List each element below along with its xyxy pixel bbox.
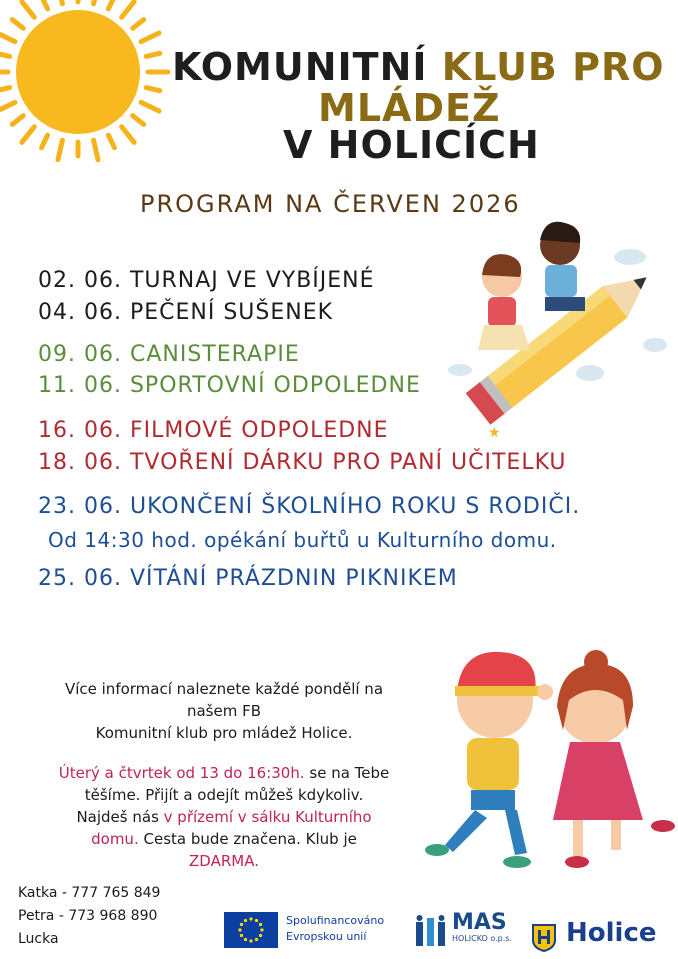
sun-ray <box>0 33 15 42</box>
eu-star <box>244 938 247 941</box>
event-name: VÍTÁNÍ PRÁZDNIN PIKNIKEM <box>129 566 458 591</box>
eu-star <box>244 919 247 922</box>
event-item-7-note: Od 14:30 hod. opékání buřtů u Kulturního domu. <box>48 528 557 552</box>
event-item-6 <box>38 450 567 476</box>
info-line: našem FB <box>186 702 262 720</box>
sun-ray <box>122 2 134 18</box>
mas-holicko-text <box>452 912 512 944</box>
eu-star <box>238 928 241 931</box>
title-line-1 <box>172 47 665 87</box>
contact-katka: Katka - 777 765 849 <box>18 885 161 901</box>
eu-flag-icon <box>224 912 278 948</box>
kids-on-pencil-illustration <box>440 205 678 445</box>
contact-petra: Petra - 773 968 890 <box>18 908 158 924</box>
sun-ray <box>0 53 10 56</box>
info-text: těšíme. Přijít a odejít můžeš kdykoliv. <box>84 786 364 804</box>
mas-logo-icon <box>414 914 448 948</box>
info-text: se na Tebe <box>304 764 390 782</box>
title-word-komunitni: KOMUNITNÍ <box>172 45 428 89</box>
sun-ray <box>108 135 114 148</box>
event-name: TVOŘENÍ DÁRKU PRO PANÍ UČITELKU <box>129 450 567 475</box>
sun-ray <box>141 102 159 111</box>
eu-star <box>255 919 258 922</box>
title-line-2: MLÁDEŽ <box>318 86 501 130</box>
event-name: UKONČENÍ ŠKOLNÍHO ROKU S RODIČI. <box>129 494 581 519</box>
sun-ray <box>42 0 48 9</box>
info-paragraph-1 <box>24 678 424 744</box>
sun-ray <box>94 0 98 4</box>
sun-ray <box>12 116 23 125</box>
event-date: 23. 06. <box>38 494 122 519</box>
info-text: Cesta bude značena. Klub je <box>138 830 357 848</box>
eu-star <box>249 917 252 920</box>
eu-line-2: Evropskou unií <box>286 930 367 943</box>
event-item-7 <box>38 494 580 520</box>
sun-ray <box>0 102 15 111</box>
eu-star <box>240 923 243 926</box>
title-word-klub-pro: KLUB PRO <box>441 45 665 89</box>
event-date: 11. 06. <box>38 373 122 398</box>
sun-ray <box>108 0 114 9</box>
event-date: 16. 06. <box>38 418 122 443</box>
sun-ray <box>133 116 144 125</box>
eu-star <box>260 928 263 931</box>
info-paragraph-2 <box>24 762 424 872</box>
event-item-2 <box>38 300 333 326</box>
sun-ray <box>42 135 48 148</box>
svg-text:★: ★ <box>488 425 501 441</box>
event-item-4 <box>38 373 421 399</box>
event-date: 25. 06. <box>38 566 122 591</box>
sun-ray <box>133 20 144 29</box>
sun-ray <box>141 33 159 42</box>
program-subtitle: PROGRAM NA ČERVEN 2026 <box>140 190 521 218</box>
event-date: 18. 06. <box>38 450 122 475</box>
two-kids-illustration <box>405 640 678 880</box>
sun-ray <box>122 127 134 143</box>
sun-ray <box>58 140 62 159</box>
sun-ray <box>94 140 98 159</box>
event-name: FILMOVÉ ODPOLEDNE <box>129 418 389 443</box>
event-item-8 <box>38 566 458 592</box>
title-line-3: V HOLICÍCH <box>283 123 540 167</box>
mas-sub-label: HOLICKO o.p.s. <box>452 934 512 943</box>
event-name: PEČENÍ SUŠENEK <box>129 300 334 325</box>
event-item-1 <box>38 268 375 294</box>
sun-ray <box>146 88 160 91</box>
event-name: SPORTOVNÍ ODPOLEDNE <box>129 373 421 398</box>
sun-ray <box>12 20 23 29</box>
event-date: 09. 06. <box>38 342 122 367</box>
sun-ray <box>58 0 62 4</box>
opening-hours: Úterý a čtvrtek od 13 do 16:30h. <box>58 764 305 782</box>
info-text: Najdeš nás <box>76 808 164 826</box>
info-line: Komunitní klub pro mládež Holice. <box>95 724 353 742</box>
event-item-5 <box>38 418 389 444</box>
eu-line-1: Spolufinancováno <box>286 914 385 927</box>
eu-star <box>240 934 243 937</box>
sun-ray <box>22 127 34 143</box>
event-date: 04. 06. <box>38 300 122 325</box>
eu-star <box>259 934 262 937</box>
event-item-3 <box>38 342 300 368</box>
contact-lucka: Lucka <box>18 931 59 947</box>
event-date: 02. 06. <box>38 268 122 293</box>
info-line: Více informací naleznete každé pondělí na <box>64 680 384 698</box>
eu-star <box>255 938 258 941</box>
event-name: TURNAJ VE VYBÍJENÉ <box>129 268 375 293</box>
sun-ray <box>22 2 34 18</box>
location-highlight: v přízemí v sálku Kulturního <box>163 808 372 826</box>
free-highlight: ZDARMA. <box>189 852 259 870</box>
sun-illustration <box>0 0 175 165</box>
location-highlight-end: domu. <box>91 830 139 848</box>
eu-star <box>249 939 252 942</box>
holice-shield-icon <box>532 924 556 952</box>
eu-cofinanced-text <box>286 913 384 945</box>
event-name: CANISTERAPIE <box>129 342 300 367</box>
mas-label: MAS <box>452 910 507 935</box>
sun-ray <box>0 88 10 91</box>
holice-logo-text: Holice <box>566 918 657 948</box>
eu-star <box>259 923 262 926</box>
sun-ray <box>146 53 160 56</box>
